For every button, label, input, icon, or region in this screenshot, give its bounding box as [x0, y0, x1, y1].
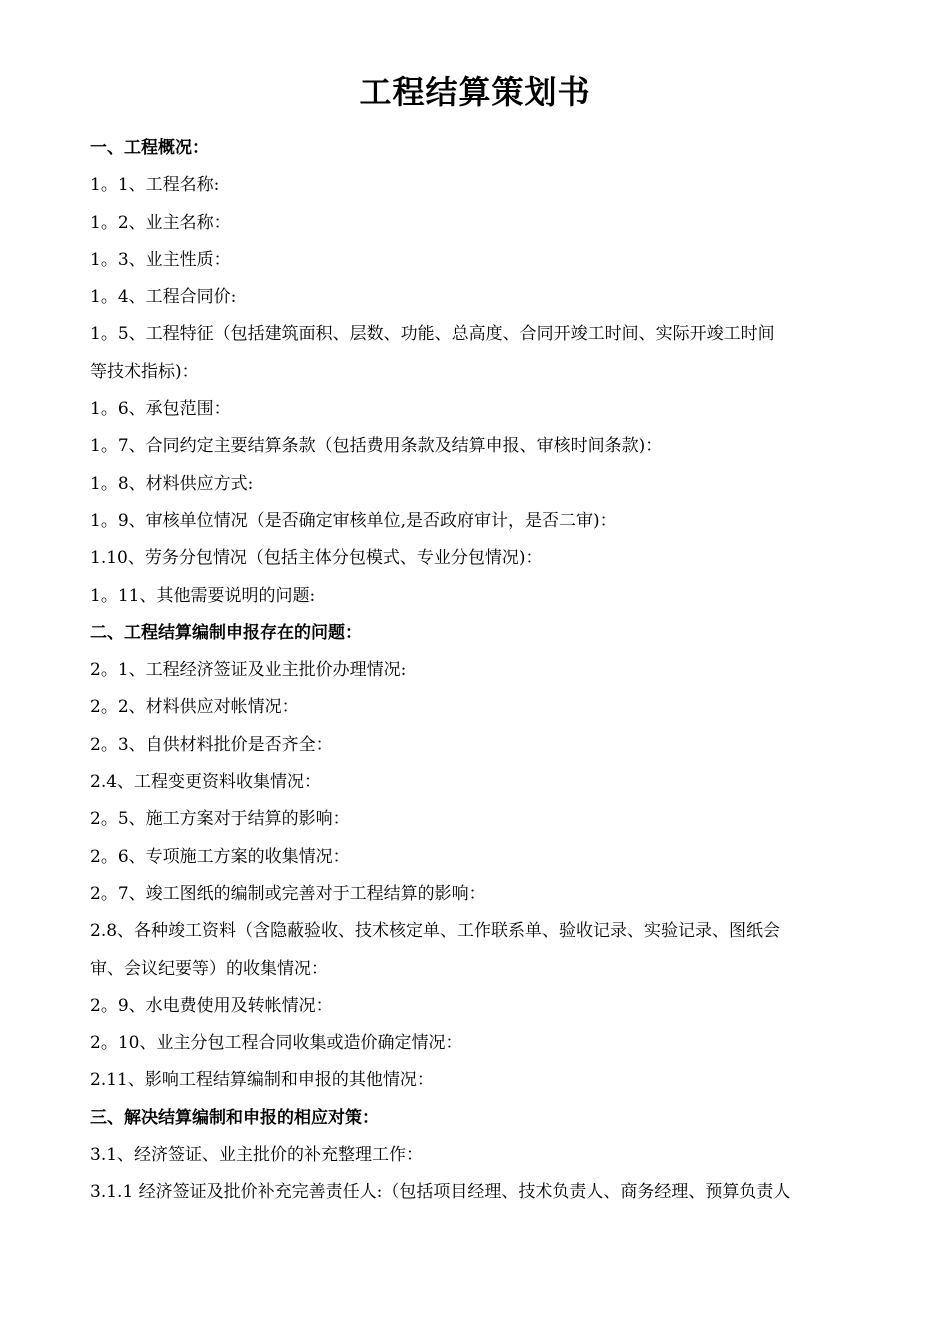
item-3-1-1: 3.1.1 经济签证及批价补充完善责任人:（包括项目经理、技术负责人、商务经理、预算负责人 [90, 1182, 791, 1203]
item-2-5: 2。5、施工方案对于结算的影响： [90, 809, 350, 830]
item-2-9: 2。9、水电费使用及转帐情况： [90, 995, 333, 1016]
item-1-9: 1。9、审核单位情况（是否确定审核单位,是否政府审计，是否二审)： [90, 510, 617, 531]
section-heading-1: 一、工程概况： [90, 138, 209, 158]
document-body [90, 130, 870, 1212]
item-2-1: 2。1、工程经济签证及业主批价办理情况: [90, 660, 407, 681]
item-2-10: 2。10、业主分包工程合同收集或造价确定情况： [90, 1033, 463, 1054]
item-1-10: 1.10、劳务分包情况（包括主体分包模式、专业分包情况)： [90, 548, 543, 569]
item-2-6: 2。6、专项施工方案的收集情况： [90, 846, 350, 867]
item-2-3: 2。3、自供材料批价是否齐全： [90, 734, 333, 755]
item-2-4: 2.4、工程变更资料收集情况： [90, 772, 322, 793]
item-2-8: 2.8、各种竣工资料（含隐蔽验收、技术核定单、工作联系单、验收记录、实验记录、图纸会 [90, 921, 781, 942]
item-1-2: 1。2、业主名称： [90, 212, 231, 233]
item-1-1: 1。1、工程名称: [90, 175, 220, 196]
item-2-2: 2。2、材料供应对帐情况： [90, 697, 299, 718]
item-1-5-continued: 等技术指标)： [90, 361, 199, 382]
item-1-11: 1。11、其他需要说明的问题: [90, 585, 316, 606]
item-2-7: 2。7、竣工图纸的编制或完善对于工程结算的影响： [90, 883, 486, 904]
section-heading-2: 二、工程结算编制申报存在的问题： [90, 622, 362, 643]
item-1-8: 1。8、材料供应方式: [90, 473, 254, 494]
item-1-6: 1。6、承包范围： [90, 399, 231, 420]
item-1-4: 1。4、工程合同价: [90, 287, 237, 308]
item-1-7: 1。7、合同约定主要结算条款（包括费用条款及结算申报、审核时间条款)： [90, 436, 663, 457]
item-2-8-continued: 审、会议纪要等）的收集情况： [90, 958, 328, 979]
section-heading-3: 三、解决结算编制和申报的相应对策： [90, 1107, 379, 1128]
item-1-3: 1。3、业主性质： [90, 249, 231, 270]
item-3-1: 3.1、经济签证、业主批价的补充整理工作： [90, 1145, 424, 1166]
document-title: 工程结算策划书 [359, 73, 591, 111]
item-1-5: 1。5、工程特征（包括建筑面积、层数、功能、总高度、合同开竣工时间、实际开竣工时间 [90, 324, 775, 345]
item-2-11: 2.11、影响工程结算编制和申报的其他情况： [90, 1070, 434, 1091]
